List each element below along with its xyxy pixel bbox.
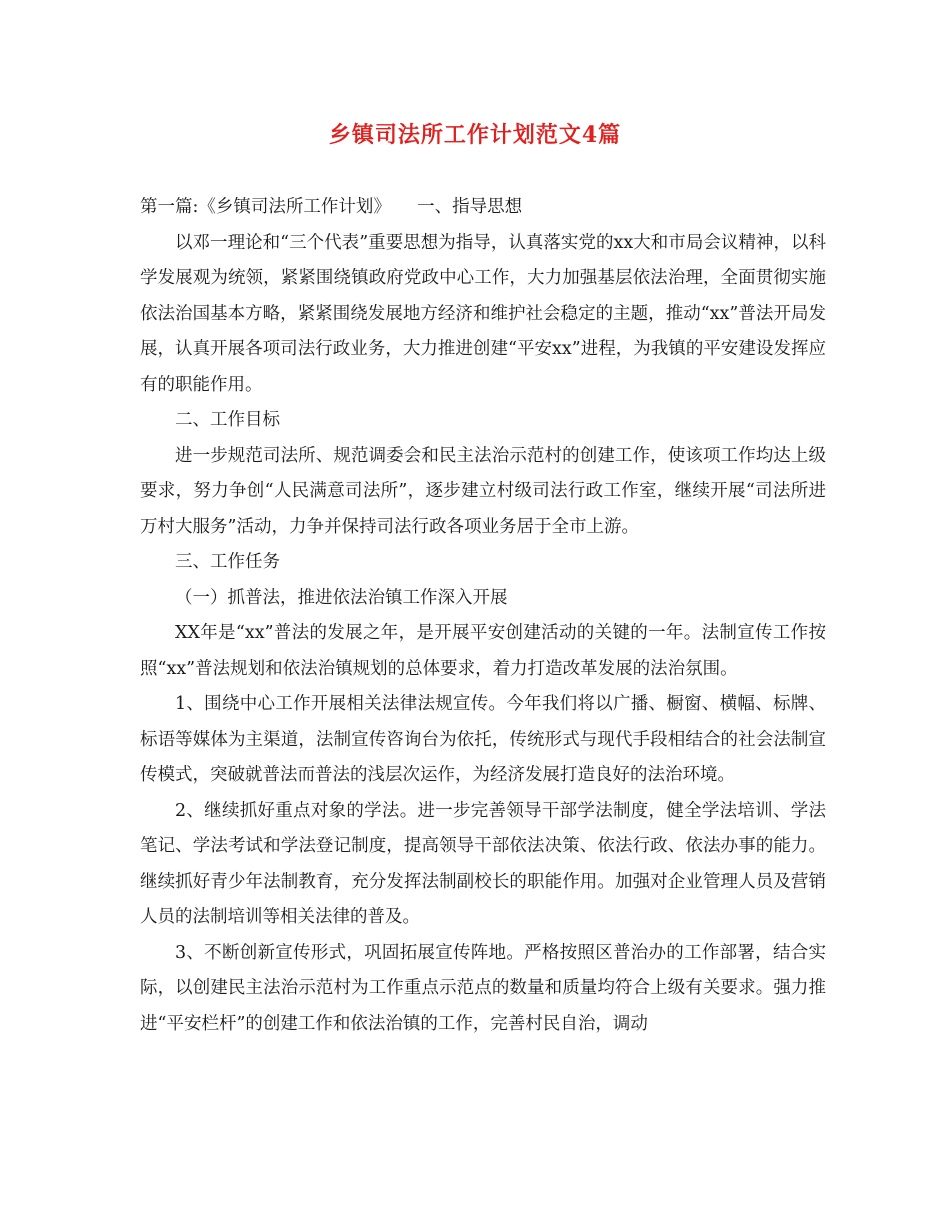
paragraph-heading-first: 第一篇:《乡镇司法所工作计划》 一、指导思想 <box>140 197 523 217</box>
section-heading-tasks: 三、工作任务 <box>175 552 280 572</box>
paragraph-guiding-ideology: 以邓一理论和“三个代表”重要思想为指导，认真落实党的xx大和市局会议精神，以科学发展观为统领，紧紧围绕镇政府党政中心工作，大力加强基层依法治理，全面贯彻实施依法治国基本方略，紧紧围绕发展地方经济和维护社会稳定的主题，推动“xx”普法开局发展，认真开展各项司法行政业务，大力推进创建“平安xx”进程，为我镇的平安建设发挥应有的职能作用。 <box>140 232 826 395</box>
paragraph-goals: 进一步规范司法所、规范调委会和民主法治示范村的创建工作，使该项工作均达上级要求，努力争创“人民满意司法所”，逐步建立村级司法行政工作室，继续开展“司法所进万村大服务”活动，力争并保持司法行政各项业务居于全市上游。 <box>140 445 826 537</box>
paragraph-item-3: 3、不断创新宣传形式，巩固拓展宣传阵地。严格按照区普治办的工作部署，结合实际，以创建民主法治示范村为工作重点示范点的数量和质量均符合上级有关要求。强力推进“平安栏杆”的创建工作和依法治镇的工作，完善村民自治，调动 <box>140 942 826 1034</box>
document-body <box>140 190 826 1042</box>
paragraph-item-1: 1、围绕中心工作开展相关法律法规宣传。今年我们将以广播、橱窗、横幅、标牌、标语等媒体为主渠道，法制宣传咨询台为依托，传统形式与现代手段相结合的社会法制宣传模式，突破就普法而普法的浅层次运作，为经济发展打造良好的法治环境。 <box>140 694 826 785</box>
document-title: 乡镇司法所工作计划范文4篇 <box>328 122 622 148</box>
subsection-heading-law-education: （一）抓普法，推进依法治镇工作深入开展 <box>175 587 508 608</box>
section-heading-goals: 二、工作目标 <box>175 410 280 430</box>
paragraph-item-2: 2、继续抓好重点对象的学法。进一步完善领导干部学法制度，健全学法培训、学法笔记、学法考试和学法登记制度，提高领导干部依法决策、依法行政、依法办事的能力。继续抓好青少年法制教育，充分发挥法制副校长的职能作用。加强对企业管理人员及营销人员的法制培训等相关法律的普及。 <box>140 800 826 927</box>
paragraph-law-education-intro: XX年是“xx”普法的发展之年，是开展平安创建活动的关键的一年。法制宣传工作按照“xx”普法规划和依法治镇规划的总体要求，着力打造改革发展的法治氛围。 <box>140 623 826 679</box>
